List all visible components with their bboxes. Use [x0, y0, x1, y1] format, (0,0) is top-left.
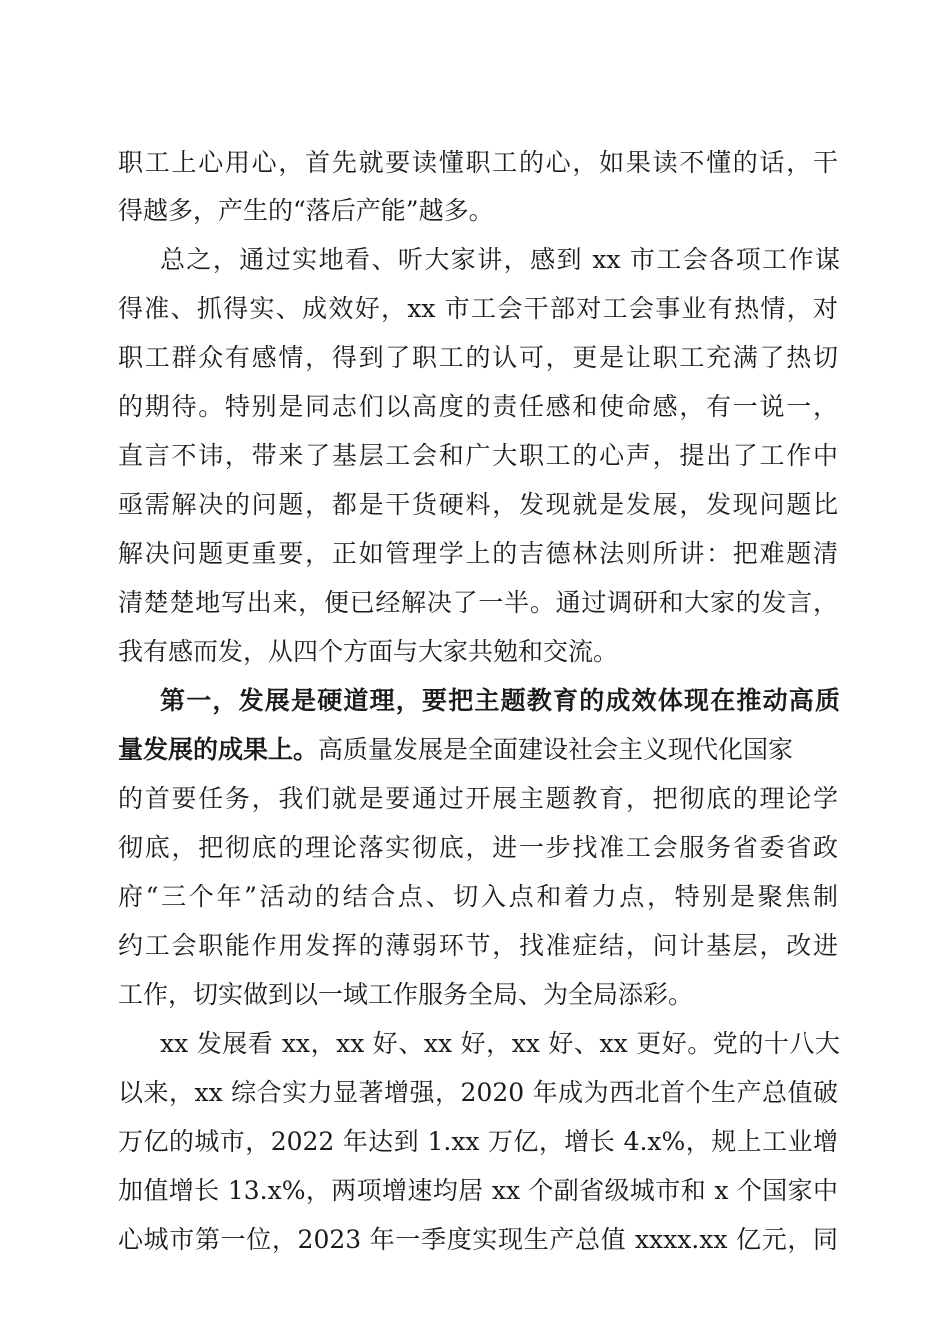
text-line: 亟需解决的问题，都是干货硬料，发现就是发展，发现问题比	[118, 490, 838, 519]
text-line: 彻底，把彻底的理论落实彻底，进一步找准工会服务省委省政	[118, 833, 838, 862]
bold-heading-tail: 量发展的成果上。	[118, 735, 319, 764]
text-line: 总之，通过实地看、听大家讲，感到 xx 市工会各项工作谋	[160, 245, 840, 274]
text-line: 心城市第一位，2023 年一季度实现生产总值 xxxx.xx 亿元，同	[118, 1225, 838, 1254]
bold-heading-line: 第一，发展是硬道理，要把主题教育的成效体现在推动高质	[160, 686, 840, 715]
text-line: 约工会职能作用发挥的薄弱环节，找准症结，问计基层，改进	[118, 931, 838, 960]
text-line: 加值增长 13.x%，两项增速均居 xx 个副省级城市和 x 个国家中	[118, 1176, 838, 1205]
text-line: 职工群众有感情，得到了职工的认可，更是让职工充满了热切	[118, 343, 838, 372]
text-line: 解决问题更重要，正如管理学上的吉德林法则所讲：把难题清	[118, 539, 838, 568]
text-line: 府“三个年”活动的结合点、切入点和着力点，特别是聚焦制	[118, 882, 838, 911]
text-line: 的首要任务，我们就是要通过开展主题教育，把彻底的理论学	[118, 784, 838, 813]
text-line: 直言不讳，带来了基层工会和广大职工的心声，提出了工作中	[118, 441, 838, 470]
text-line: 清楚楚地写出来，便已经解决了一半。通过调研和大家的发言，	[118, 588, 838, 617]
text-line: 万亿的城市，2022 年达到 1.xx 万亿，增长 4.x%，规上工业增	[118, 1127, 838, 1156]
text-line: 以来，xx 综合实力显著增强，2020 年成为西北首个生产总值破	[118, 1078, 838, 1107]
text-line: xx 发展看 xx，xx 好、xx 好，xx 好、xx 更好。党的十八大	[160, 1029, 840, 1058]
text-line: 的期待。特别是同志们以高度的责任感和使命感，有一说一，	[118, 392, 838, 421]
text-line: 职工上心用心，首先就要读懂职工的心，如果读不懂的话，干	[118, 148, 838, 177]
text-line: 得越多，产生的“落后产能”越多。	[118, 196, 494, 225]
mixed-line	[118, 733, 838, 767]
text-line: 工作，切实做到以一域工作服务全局、为全局添彩。	[118, 980, 694, 1009]
text-span: 高质量发展是全面建设社会主义现代化国家	[318, 735, 794, 764]
text-line: 我有感而发，从四个方面与大家共勉和交流。	[118, 637, 619, 666]
text-line: 得准、抓得实、成效好，xx 市工会干部对工会事业有热情，对	[118, 294, 838, 323]
